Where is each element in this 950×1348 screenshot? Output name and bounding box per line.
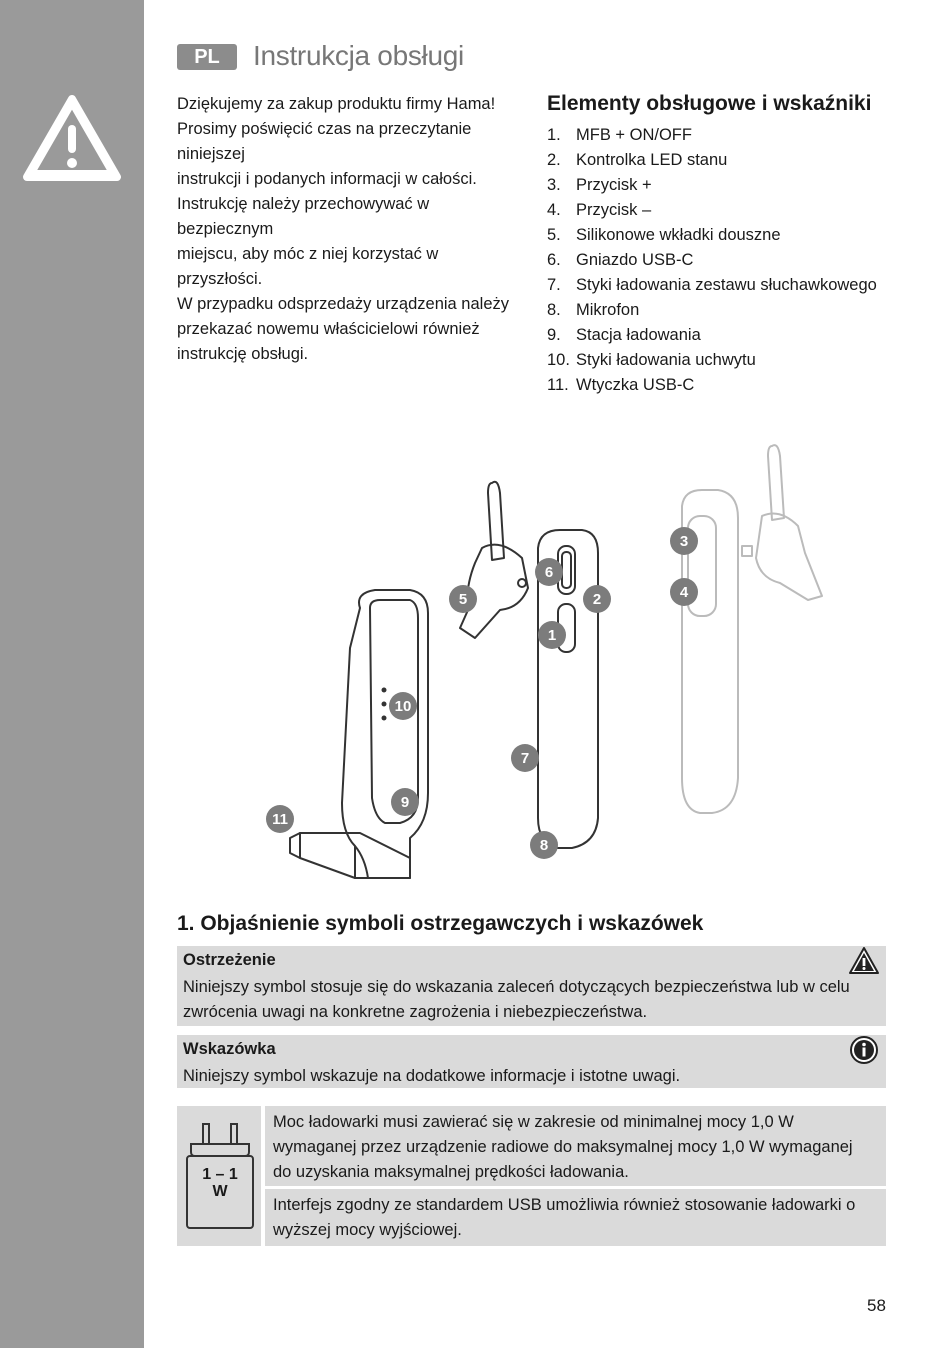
page-number: 58	[867, 1296, 886, 1315]
elements-list	[547, 123, 877, 398]
svg-text:9: 9	[400, 794, 410, 811]
list-item: 6. Gniazdo USB-C	[547, 251, 694, 269]
usb-info-row	[265, 1189, 886, 1246]
language-badge: PL	[177, 44, 237, 70]
callout-1	[538, 621, 566, 649]
elements-title: Elementy obsługowe i wskaźniki	[547, 92, 872, 115]
callout-4	[670, 578, 698, 606]
list-item: 7. Styki ładowania zestawu słuchawkowego	[547, 276, 877, 294]
svg-text:3: 3	[679, 533, 689, 550]
list-item: 11. Wtyczka USB-C	[547, 376, 695, 394]
headset-side-drawing	[460, 482, 598, 848]
callout-3	[670, 527, 698, 555]
svg-text:11: 11	[272, 811, 288, 828]
intro-line: instrukcję obsługi.	[177, 345, 309, 363]
callout-2	[583, 585, 611, 613]
info-circle-icon	[848, 1035, 880, 1065]
hint-text: Niniejszy symbol wskazuje na dodatkowe informacje i istotne uwagi.	[183, 1067, 681, 1085]
page-title: Instrukcja obsługi	[253, 40, 464, 71]
svg-text:2: 2	[592, 591, 602, 608]
svg-text:6: 6	[544, 564, 554, 581]
charger-power-label: 1 – 1 W	[202, 1166, 238, 1200]
svg-text:4: 4	[679, 584, 689, 601]
hint-box	[177, 1035, 886, 1088]
list-item: 1. MFB + ON/OFF	[547, 126, 692, 144]
intro-line: przekazać nowemu właścicielowi również	[177, 320, 480, 338]
svg-text:8: 8	[539, 837, 549, 854]
intro-line: Prosimy poświęcić czas na przeczytanie niniejszej	[177, 120, 472, 163]
list-item: 10. Styki ładowania uchwytu	[547, 351, 756, 369]
callout-7	[511, 744, 539, 772]
list-item: 4. Przycisk –	[547, 201, 652, 219]
list-item: 8. Mikrofon	[547, 301, 640, 319]
callout-6	[535, 558, 563, 586]
charger-text: Moc ładowarki musi zawierać się w zakresie od minimalnej mocy 1,0 W wymaganej przez urządzenie radiowe do maksymalnej mocy 1,0 W wymaganej do uzyskania maksymalnej prędkości ładowania.	[273, 1113, 853, 1181]
usb-text: Interfejs zgodny ze standardem USB umożliwia również stosowanie ładowarki o wyższej mocy wyjściowej.	[273, 1196, 856, 1239]
callout-11	[266, 805, 294, 833]
svg-text:10: 10	[394, 698, 412, 715]
section-title: 1. Objaśnienie symboli ostrzegawczych i wskazówek	[177, 912, 704, 935]
intro-text	[177, 92, 522, 367]
callout-8	[530, 831, 558, 859]
callout-5	[449, 585, 477, 613]
list-item: 5. Silikonowe wkładki douszne	[547, 226, 781, 244]
intro-line: Instrukcję należy przechowywać w bezpiecznym	[177, 195, 430, 238]
svg-text:7: 7	[520, 750, 530, 767]
intro-line: instrukcji i podanych informacji w całości.	[177, 170, 477, 188]
warning-title: Ostrzeżenie	[183, 951, 276, 969]
product-diagram	[260, 438, 860, 898]
callout-9	[391, 788, 419, 816]
list-item: 9. Stacja ładowania	[547, 326, 701, 344]
warning-triangle-icon	[22, 93, 122, 183]
callout-10	[389, 692, 417, 720]
warning-text: Niniejszy symbol stosuje się do wskazania zaleceń dotyczących bezpieczeństwa lub w celu zwrócenia uwagi na konkretne zagrożenia i niebezpieczeństwa.	[183, 978, 850, 1021]
charging-station-drawing	[290, 590, 428, 878]
intro-line: W przypadku odsprzedaży urządzenia należy	[177, 295, 510, 313]
warning-triangle-icon	[848, 946, 880, 976]
intro-line: miejscu, aby móc z niej korzystać w przyszłości.	[177, 245, 439, 288]
side-bar	[0, 0, 144, 1348]
list-item: 3. Przycisk +	[547, 176, 652, 194]
charging-station-contacts	[382, 688, 387, 721]
charger-info-row	[265, 1106, 886, 1186]
svg-text:1: 1	[547, 627, 557, 644]
charger-cell	[177, 1106, 261, 1246]
list-item: 2. Kontrolka LED stanu	[547, 151, 728, 169]
intro-line: Dziękujemy za zakup produktu firmy Hama!	[177, 95, 496, 113]
headset-back-drawing	[679, 445, 822, 813]
warning-box	[177, 946, 886, 1026]
hint-title: Wskazówka	[183, 1040, 276, 1058]
svg-text:5: 5	[458, 591, 468, 608]
